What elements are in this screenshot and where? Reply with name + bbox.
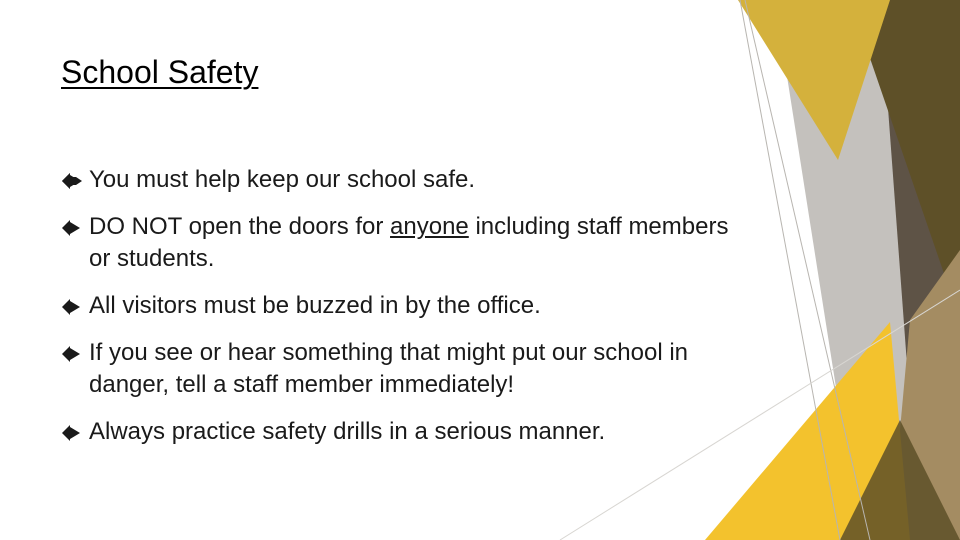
bullet-text: If you see or hear something that might put our school in danger, tell a staff member immediately! (89, 339, 689, 398)
bullet-text: DO NOT open the doors for (89, 213, 391, 240)
bullet-list (62, 164, 752, 463)
diamond-arrow-bullet-icon (62, 299, 82, 315)
bullet-item (62, 164, 752, 196)
bullet-text: Always practice safety drills in a serious manner. (89, 418, 606, 445)
bullet-item (62, 211, 752, 275)
bullet-text: All visitors must be buzzed in by the office. (89, 292, 541, 319)
bullet-item (62, 290, 752, 322)
diamond-arrow-bullet-icon (62, 173, 82, 189)
bullet-emphasis: anyone (390, 213, 469, 240)
slide-title: School Safety (61, 54, 259, 90)
bullet-text: You must help keep our school safe. (89, 166, 476, 193)
diamond-arrow-bullet-icon (62, 220, 82, 236)
bullet-text: including staff members or students. (89, 213, 729, 272)
bullet-item (62, 416, 752, 448)
bullet-item (62, 337, 752, 401)
diamond-arrow-bullet-icon (62, 425, 82, 441)
diamond-arrow-bullet-icon (62, 346, 82, 362)
